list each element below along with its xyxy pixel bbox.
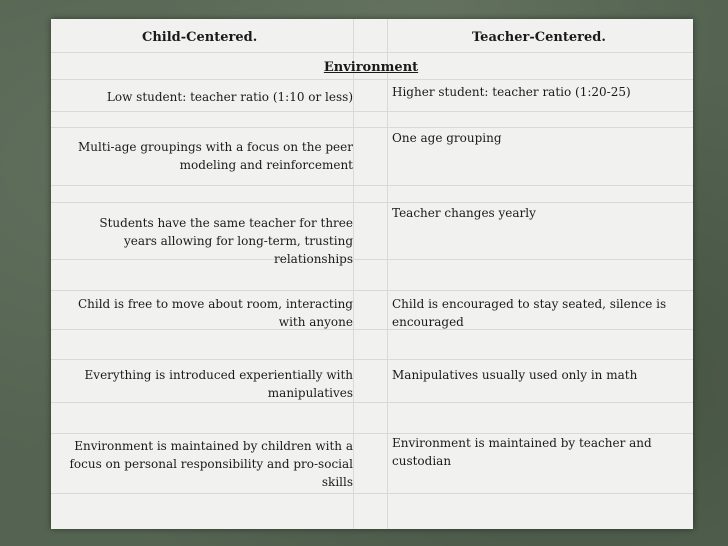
child-centered-cell: Students have the same teacher for three years allowing for long-term, trusting relationships xyxy=(99,216,353,266)
row-divider xyxy=(51,185,693,186)
header-child-centered: Child-Centered. xyxy=(142,30,258,45)
row-divider xyxy=(51,52,693,53)
child-centered-cell: Child is free to move about room, interacting with anyone xyxy=(77,297,353,329)
row-divider xyxy=(51,111,693,112)
child-centered-cell: Multi-age groupings with a focus on the peer modeling and reinforcement xyxy=(78,140,353,172)
row-divider xyxy=(51,402,693,403)
section-title-environment: Environment xyxy=(323,60,419,75)
column-divider-right xyxy=(387,19,388,529)
row-divider xyxy=(51,79,693,80)
row-divider xyxy=(51,359,693,360)
column-divider-left xyxy=(353,19,354,529)
child-centered-cell: Environment is maintained by children with a focus on personal responsibility and pro-social skills xyxy=(69,439,353,489)
row-divider xyxy=(51,202,693,203)
child-centered-cell: Low student: teacher ratio (1:10 or less) xyxy=(106,90,353,104)
header-teacher-centered: Teacher-Centered. xyxy=(472,30,606,45)
teacher-centered-cell: Manipulatives usually used only in math xyxy=(392,368,638,382)
row-divider xyxy=(51,127,693,128)
teacher-centered-cell: One age grouping xyxy=(392,131,502,145)
teacher-centered-cell: Environment is maintained by teacher and custodian xyxy=(392,436,652,468)
row-divider xyxy=(51,493,693,494)
teacher-centered-cell: Teacher changes yearly xyxy=(392,206,536,220)
child-centered-cell: Everything is introduced experientially with manipulatives xyxy=(84,368,353,400)
row-divider xyxy=(51,290,693,291)
teacher-centered-cell: Child is encouraged to stay seated, silence is encouraged xyxy=(392,297,667,329)
comparison-table xyxy=(51,19,693,529)
teacher-centered-cell: Higher student: teacher ratio (1:20-25) xyxy=(392,85,631,99)
